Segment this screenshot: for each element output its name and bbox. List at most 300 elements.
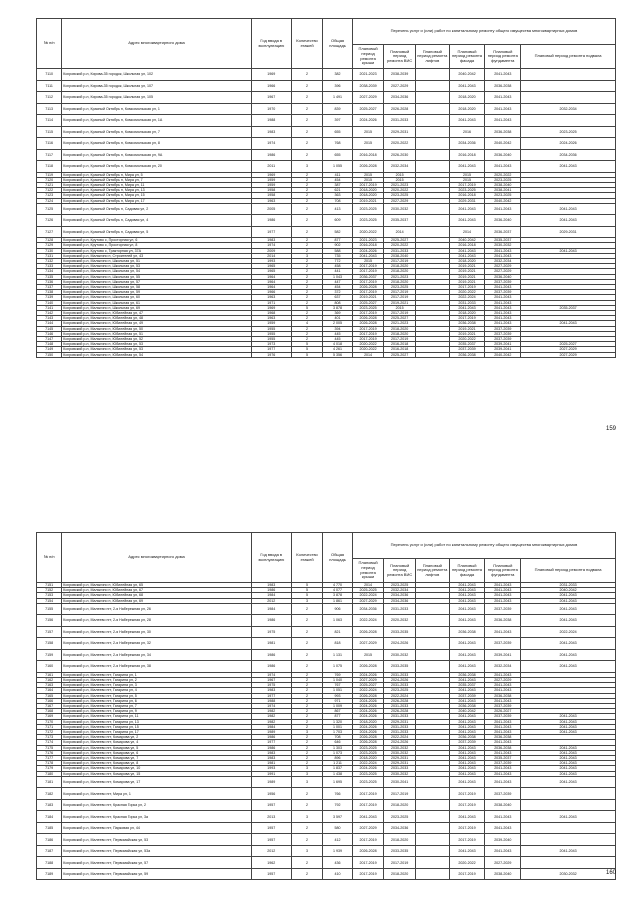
table-cell: Кохровский р-н, Малеево пгт, Парковая ул, 44 [62, 822, 251, 834]
table-cell: 2015 [352, 138, 384, 150]
table-cell: 2038-2040 [485, 182, 521, 187]
table-cell: 2041-2043 [485, 115, 521, 127]
table-row [37, 138, 616, 150]
table-cell: 2041-2043 [485, 92, 521, 104]
table-cell: 2036-2037 [485, 226, 521, 238]
table-cell: 2019-2021 [384, 300, 416, 305]
table-cell [415, 649, 449, 661]
table-cell: 2041-2043 [485, 593, 521, 598]
table-cell: 2041-2043 [485, 311, 521, 316]
table-cell: 2016-2018 [449, 243, 485, 248]
table-cell: 2037-2039 [449, 693, 485, 698]
table-cell: 1983 [251, 238, 291, 243]
table-cell: 7169 [37, 714, 62, 719]
table-cell: 2033-2035 [384, 626, 416, 638]
table-row [37, 69, 616, 81]
table-cell: 2041-2043 [485, 588, 521, 593]
table-cell: 2027-2029 [384, 80, 416, 92]
table-row [37, 788, 616, 800]
table-cell: 2018-2020 [449, 103, 485, 115]
table-cell: 1986 [251, 588, 291, 593]
table-cell: 2041-2043 [485, 253, 521, 258]
col-lifts: Плановый период ремонта лифтов [415, 45, 449, 69]
table-cell: 1988 [251, 115, 291, 127]
table-row [37, 811, 616, 823]
table-cell: 7133 [37, 264, 62, 269]
table-cell: Кохровский р-н, Крутово с, Просторная ул, 8 [62, 243, 251, 248]
table-cell: 2023-2025 [485, 193, 521, 198]
table-cell: Кохровский р-н, Малеево пгт, Первомайская ул, 57 [62, 857, 251, 869]
table-cell: 2018-2020 [384, 326, 416, 331]
table-cell: 1964 [251, 279, 291, 284]
table-cell: Кохровский р-н, Малеево пгт, Гагарина ул, 1 [62, 672, 251, 677]
table-cell: 735 [323, 253, 352, 258]
table-cell: 2036-2038 [485, 745, 521, 750]
table-cell: 792 [323, 799, 352, 811]
table-cell: 2031-2033 [384, 672, 416, 677]
table-cell [415, 603, 449, 615]
table-cell: 2016-2018 [384, 347, 416, 352]
table-cell: 2 [291, 649, 323, 661]
table-cell: 2017-2019 [352, 279, 384, 284]
table-cell [415, 215, 449, 227]
col-works-group: Перечень услуг и (или) работ по капитальному ремонту общего имущества многоквартирных домов [352, 19, 615, 45]
table-cell: 2041-2043 [449, 203, 485, 215]
table-cell: 2037-2039 [485, 761, 521, 766]
table-cell: 2023-2025 [384, 193, 416, 198]
table-cell: 2029-2031 [449, 198, 485, 203]
table-cell: 1982 [251, 714, 291, 719]
table-cell: 2 [291, 269, 323, 274]
table-cell [415, 115, 449, 127]
table-cell: 1 861 [323, 598, 352, 603]
table-cell: 2020-2022 [384, 138, 416, 150]
table-cell: 2041-2043 [521, 719, 616, 724]
table-cell: 877 [323, 238, 352, 243]
table-cell: 411 [323, 172, 352, 177]
table-cell: 2017-2019 [352, 311, 384, 316]
table-cell: Кохровский р-н, Малеево пгт, Комарова ул, 2 [62, 735, 251, 740]
table-cell: 2021-2023 [384, 274, 416, 279]
table-cell: 7159 [37, 649, 62, 661]
table-cell: Кохровский р-н, Малыгино п, Юбилейная ул, 51 [62, 331, 251, 336]
table-cell: 7123 [37, 193, 62, 198]
table-cell: 2 [291, 603, 323, 615]
table-cell: Кохровский р-н, Малыгино п, Школьная ул, 59 [62, 290, 251, 295]
table-cell: 2041-2043 [521, 203, 616, 215]
table-cell: 7156 [37, 615, 62, 627]
table-cell: 2017-2019 [384, 295, 416, 300]
table-cell: 2 [291, 138, 323, 150]
table-cell: 3 [291, 771, 323, 776]
table-cell: 2041-2043 [521, 161, 616, 173]
col-year: Год ввода в эксплуатацию [251, 533, 291, 583]
table-cell: 454 [323, 285, 352, 290]
table-cell: 2017-2019 [384, 337, 416, 342]
table-cell: 655 [323, 149, 352, 161]
table-cell: Кохровский р-н, Малыгино п, Школьная ул, 53 [62, 264, 251, 269]
table-cell [415, 799, 449, 811]
table-cell: 2018-2020 [352, 188, 384, 193]
table-cell: 2 [291, 311, 323, 316]
table-cell: 877 [323, 714, 352, 719]
table-cell: 2036-2038 [449, 352, 485, 357]
table-cell: 372 [323, 290, 352, 295]
table-cell: 2 [291, 285, 323, 290]
table-cell: 1977 [251, 226, 291, 238]
table-cell: 2017-2019 [384, 259, 416, 264]
table-cell: 2024-2026 [521, 138, 616, 150]
table-cell: 7183 [37, 799, 62, 811]
table-cell: 2040-2042 [449, 69, 485, 81]
table-cell: 2026-2028 [384, 103, 416, 115]
table-cell: 2041-2043 [449, 766, 485, 771]
table-cell: 2041-2043 [449, 115, 485, 127]
table-cell: 1965 [251, 264, 291, 269]
table-cell [415, 138, 449, 150]
table-cell: 2032-2034 [384, 161, 416, 173]
table-cell: 1964 [251, 285, 291, 290]
table-cell: 2018-2020 [384, 279, 416, 284]
table-cell: 3 [291, 598, 323, 603]
table-cell: Кохровский р-н, Малеево пгт, 2-я Набережная ул, 38 [62, 661, 251, 673]
table-cell: 2041-2043 [521, 771, 616, 776]
table-cell: 7122 [37, 188, 62, 193]
table-cell: 2041-2043 [449, 724, 485, 729]
table-cell: 2034-2036 [449, 138, 485, 150]
table-cell: 1955 [251, 337, 291, 342]
table-cell: 2 [291, 215, 323, 227]
table-cell: Кохровский р-н, Красный Октябрь п, Комсомольская ул, 8 [62, 138, 251, 150]
table-cell: 2041-2043 [485, 724, 521, 729]
table-cell: Кохровский р-н, Красный Октябрь п, Комсомольская ул, 7 [62, 126, 251, 138]
table-cell: 2037-2039 [449, 740, 485, 745]
table-cell: 2022-2024 [521, 626, 616, 638]
table-cell: 2040-2042 [485, 352, 521, 357]
table-cell: 2020-2022 [449, 857, 485, 869]
table-cell: 1984 [251, 603, 291, 615]
table-cell: 2041-2043 [521, 766, 616, 771]
table-cell: 397 [323, 115, 352, 127]
table-cell: 2017-2019 [384, 788, 416, 800]
table-cell: 2017-2019 [352, 269, 384, 274]
table-cell: Кохровский р-н, Малыгино п, Юбилейная ул, 65 [62, 583, 251, 588]
table-cell: 1989 [251, 730, 291, 735]
table-cell: 7171 [37, 724, 62, 729]
col-roof: Плановый период ремонта крыши [352, 559, 384, 583]
table-cell: Кохровский р-н, Малыгино п, Школьная ул, 54 [62, 269, 251, 274]
table-cell: 2017-2019 [449, 868, 485, 880]
col-basement: Плановый период ремонта подвала [521, 559, 616, 583]
table-cell: 1 939 [323, 845, 352, 857]
table-cell: 2020-2022 [352, 347, 384, 352]
table-cell: 1974 [251, 704, 291, 709]
table-cell: 7154 [37, 598, 62, 603]
table-cell: 1974 [251, 672, 291, 677]
table-cell [415, 126, 449, 138]
table-cell: 2022-2024 [352, 761, 384, 766]
table-cell: 1963 [251, 295, 291, 300]
table-cell: 7143 [37, 316, 62, 321]
table-cell: 2015 [352, 259, 384, 264]
table-cell: 2014 [251, 253, 291, 258]
table-cell: 5 [291, 347, 323, 352]
table-cell [521, 69, 616, 81]
table-cell: 2015 [384, 177, 416, 182]
table-cell: Кохровский р-н, Красный Октябрь п, Садовая ул, 2 [62, 203, 251, 215]
table-cell: 4 [291, 321, 323, 326]
table-cell: 2 [291, 615, 323, 627]
table-cell: 2041-2043 [485, 305, 521, 310]
table-cell: 2026-2028 [352, 740, 384, 745]
table-cell: 2018-2020 [352, 756, 384, 761]
table-cell: 1973 [251, 342, 291, 347]
table-cell: 2041-2043 [485, 103, 521, 115]
table-cell: 2 [291, 69, 323, 81]
table-cell: 2036-2038 [449, 735, 485, 740]
table-cell: Кохровский р-н, Малыгино п, Школьная ул, 57 [62, 279, 251, 284]
table-cell: 2041-2043 [485, 740, 521, 745]
table-cell: 582 [323, 226, 352, 238]
table-cell: 2041-2043 [521, 593, 616, 598]
table-cell: 7118 [37, 161, 62, 173]
table-cell: 1 695 [323, 776, 352, 788]
table-cell: 7180 [37, 771, 62, 776]
table-cell: 2027-2029 [521, 347, 616, 352]
table-cell: 2041-2043 [449, 811, 485, 823]
table-cell: 7160 [37, 661, 62, 673]
table-cell [415, 834, 449, 846]
table-cell: 2005 [251, 203, 291, 215]
table-cell: 2027-2029 [352, 598, 384, 603]
table-cell: 7177 [37, 756, 62, 761]
table-cell: 2040-2042 [521, 588, 616, 593]
table-cell: 2041-2043 [485, 161, 521, 173]
table-cell: 2033-2035 [384, 661, 416, 673]
table-cell: 2041-2043 [521, 598, 616, 603]
table-cell: 447 [323, 279, 352, 284]
table-cell: 2026-2027 [485, 709, 521, 714]
table-cell [415, 69, 449, 81]
table-cell: Кохровский р-н, Красный Октябрь п, Мира ул, 15 [62, 193, 251, 198]
table-cell: Кохровский р-н, Малыгино п, Юбилейная ул, 49 [62, 321, 251, 326]
table-cell: 7126 [37, 215, 62, 227]
table-cell: 766 [323, 788, 352, 800]
table-cell: 2041-2043 [449, 248, 485, 253]
table-cell: 2035-2037 [521, 305, 616, 310]
table-cell: 2036-2038 [449, 321, 485, 326]
table-cell: 2041-2043 [449, 593, 485, 598]
table-cell: 1984 [251, 593, 291, 598]
table-cell: 2016-2018 [449, 149, 485, 161]
table-cell: 2041-2043 [485, 321, 521, 326]
table-cell [415, 149, 449, 161]
table-cell: 2032-2034 [485, 259, 521, 264]
table-cell: 2 [291, 626, 323, 638]
table-cell: 2 005 [323, 321, 352, 326]
table-cell: 7164 [37, 688, 62, 693]
table-cell: Кохровский р-н, Малеево пгт, Гагарина ул, 15 [62, 724, 251, 729]
table-cell [415, 615, 449, 627]
table-cell: 2041-2043 [485, 300, 521, 305]
table-cell: 2031-2033 [384, 603, 416, 615]
table-cell: 2041-2043 [521, 750, 616, 755]
table-cell: 2041-2043 [485, 766, 521, 771]
table-cell: 387 [323, 182, 352, 187]
table-cell: 2041-2043 [449, 588, 485, 593]
table-cell: 410 [323, 868, 352, 880]
table-cell: 2031-2033 [384, 724, 416, 729]
table-cell: 7184 [37, 811, 62, 823]
table-row [37, 776, 616, 788]
col-foundation: Плановый период ремонта фундамента [485, 45, 521, 69]
table-cell: 7173 [37, 735, 62, 740]
table-cell: 1 837 [323, 766, 352, 771]
table-cell: 2041-2043 [352, 811, 384, 823]
table-cell: 2037-2039 [485, 603, 521, 615]
table-cell: 1 073 [323, 750, 352, 755]
table-cell: 1977 [251, 347, 291, 352]
table-cell: 7115 [37, 126, 62, 138]
table-cell: 2035-2037 [485, 756, 521, 761]
table-cell: 2025-2027 [384, 238, 416, 243]
table-cell: 2029-2031 [384, 756, 416, 761]
table-cell: 2016-2018 [384, 342, 416, 347]
table-cell: Кохровский р-н, Малеево пгт, Комарова ул, 6 [62, 750, 251, 755]
table-cell: 7161 [37, 672, 62, 677]
table-cell: 7129 [37, 243, 62, 248]
table-cell: 2017-2019 [384, 311, 416, 316]
table-cell: 2041-2043 [485, 248, 521, 253]
table-cell: 2041-2043 [521, 661, 616, 673]
table-cell: 7132 [37, 259, 62, 264]
table-cell: 1988 [251, 698, 291, 703]
table-cell: Кохровский р-н, Малыгино п, Юбилейная ул, 47 [62, 311, 251, 316]
table-cell: 2034-2036 [521, 149, 616, 161]
col-num: № п/п [37, 19, 62, 69]
table-cell: 7125 [37, 203, 62, 215]
table-cell: 2041-2043 [449, 756, 485, 761]
table-row [37, 799, 616, 811]
table-cell: 2 [291, 822, 323, 834]
table-cell: 7120 [37, 177, 62, 182]
table-cell: 2041-2043 [521, 811, 616, 823]
table-cell: 5 [291, 593, 323, 598]
table-cell: 993 [323, 693, 352, 698]
table-cell: 2041-2043 [485, 583, 521, 588]
table-cell: 2037-2039 [485, 704, 521, 709]
table-cell: 7152 [37, 588, 62, 593]
table-cell: 2020-2022 [384, 188, 416, 193]
table-cell: 2041-2043 [449, 649, 485, 661]
table-cell: 2024-2026 [352, 724, 384, 729]
col-year: Год ввода в эксплуатацию [251, 19, 291, 69]
table-cell [415, 92, 449, 104]
table-row [37, 115, 616, 127]
table-cell: 2 [291, 693, 323, 698]
table-cell: 2038-2040 [485, 799, 521, 811]
table-cell: Кохровский р-н, Малеево пгт, Комарова ул, 15 [62, 771, 251, 776]
table-cell: Кохровский р-н, Малеево пгт, 2-я Набережная ул, 28 [62, 615, 251, 627]
table-cell: 2041-2043 [449, 719, 485, 724]
table-cell: 2 [291, 740, 323, 745]
table-cell: Кохровский р-н, Малеево пгт, 2-я Набережная ул, 26 [62, 603, 251, 615]
table-cell: 2041-2043 [449, 638, 485, 650]
table-cell: 1986 [251, 649, 291, 661]
table-cell: 2017-2019 [449, 822, 485, 834]
table-cell: 7140 [37, 300, 62, 305]
table-cell: 7170 [37, 719, 62, 724]
table-cell: 2024-2026 [352, 709, 384, 714]
table-cell: 2017-2019 [352, 326, 384, 331]
table-cell: 2041-2043 [449, 253, 485, 258]
table-cell: 396 [323, 80, 352, 92]
table-cell: Кохровский р-н, Малыгино п, Школьная ул, 69 [62, 305, 251, 310]
table-cell: 2 [291, 198, 323, 203]
table-cell: 2023-2025 [352, 203, 384, 215]
table-cell: 1968 [251, 311, 291, 316]
table-cell: 445 [323, 331, 352, 336]
table-cell: 2037-2039 [485, 714, 521, 719]
table-cell: 818 [323, 638, 352, 650]
table-cell: 1 703 [323, 730, 352, 735]
table-cell: 1 320 [323, 719, 352, 724]
table-cell: 2037-2039 [449, 347, 485, 352]
table-cell: 1 438 [323, 771, 352, 776]
table-cell: 2 [291, 149, 323, 161]
table-cell: 2030-2032 [384, 649, 416, 661]
table-cell: 2029-2031 [384, 761, 416, 766]
col-works-group: Перечень услуг и (или) работ по капитальному ремонту общего имущества многоквартирных домов [352, 533, 615, 559]
table-cell: 2037-2039 [485, 326, 521, 331]
table-cell: Кохровский р-н, Кирова-35 городок, Школьная ул, 105 [62, 92, 251, 104]
table-cell [521, 80, 616, 92]
table-cell [521, 834, 616, 846]
table-cell: 2041-2043 [449, 603, 485, 615]
table-cell: Кохровский р-н, Малеево пгт, Гагарина ул, 2 [62, 678, 251, 683]
table-cell: 412 [323, 834, 352, 846]
table-cell: 2041-2043 [449, 161, 485, 173]
table-cell: 382 [323, 69, 352, 81]
table-cell: 708 [323, 735, 352, 740]
housing-table-page-159 [36, 18, 616, 358]
table-cell: 2 [291, 688, 323, 693]
table-cell: 2026-2028 [352, 285, 384, 290]
table-cell: 458 [323, 264, 352, 269]
table-cell: 1971 [251, 300, 291, 305]
table-cell: 2041-2043 [521, 845, 616, 857]
table-cell: 2034-2036 [384, 822, 416, 834]
table-cell: 2 [291, 714, 323, 719]
table-row [37, 626, 616, 638]
table-cell: 441 [323, 269, 352, 274]
table-cell: 436 [323, 857, 352, 869]
table-cell: 7188 [37, 857, 62, 869]
table-cell: 2019-2021 [449, 264, 485, 269]
table-cell [415, 203, 449, 215]
table-cell: 2023-2025 [352, 750, 384, 755]
table-cell: 2017-2019 [384, 857, 416, 869]
page-number: 160 [605, 870, 616, 876]
table-cell: 2019-2021 [449, 326, 485, 331]
table-cell [415, 226, 449, 238]
col-facade: Плановый период ремонта фасада [449, 45, 485, 69]
table-cell: 2036-2038 [485, 735, 521, 740]
table-body-page-160 [37, 583, 616, 880]
table-cell: 5 [291, 583, 323, 588]
table-cell: 2017-2019 [352, 834, 384, 846]
table-cell: 2024-2026 [352, 766, 384, 771]
